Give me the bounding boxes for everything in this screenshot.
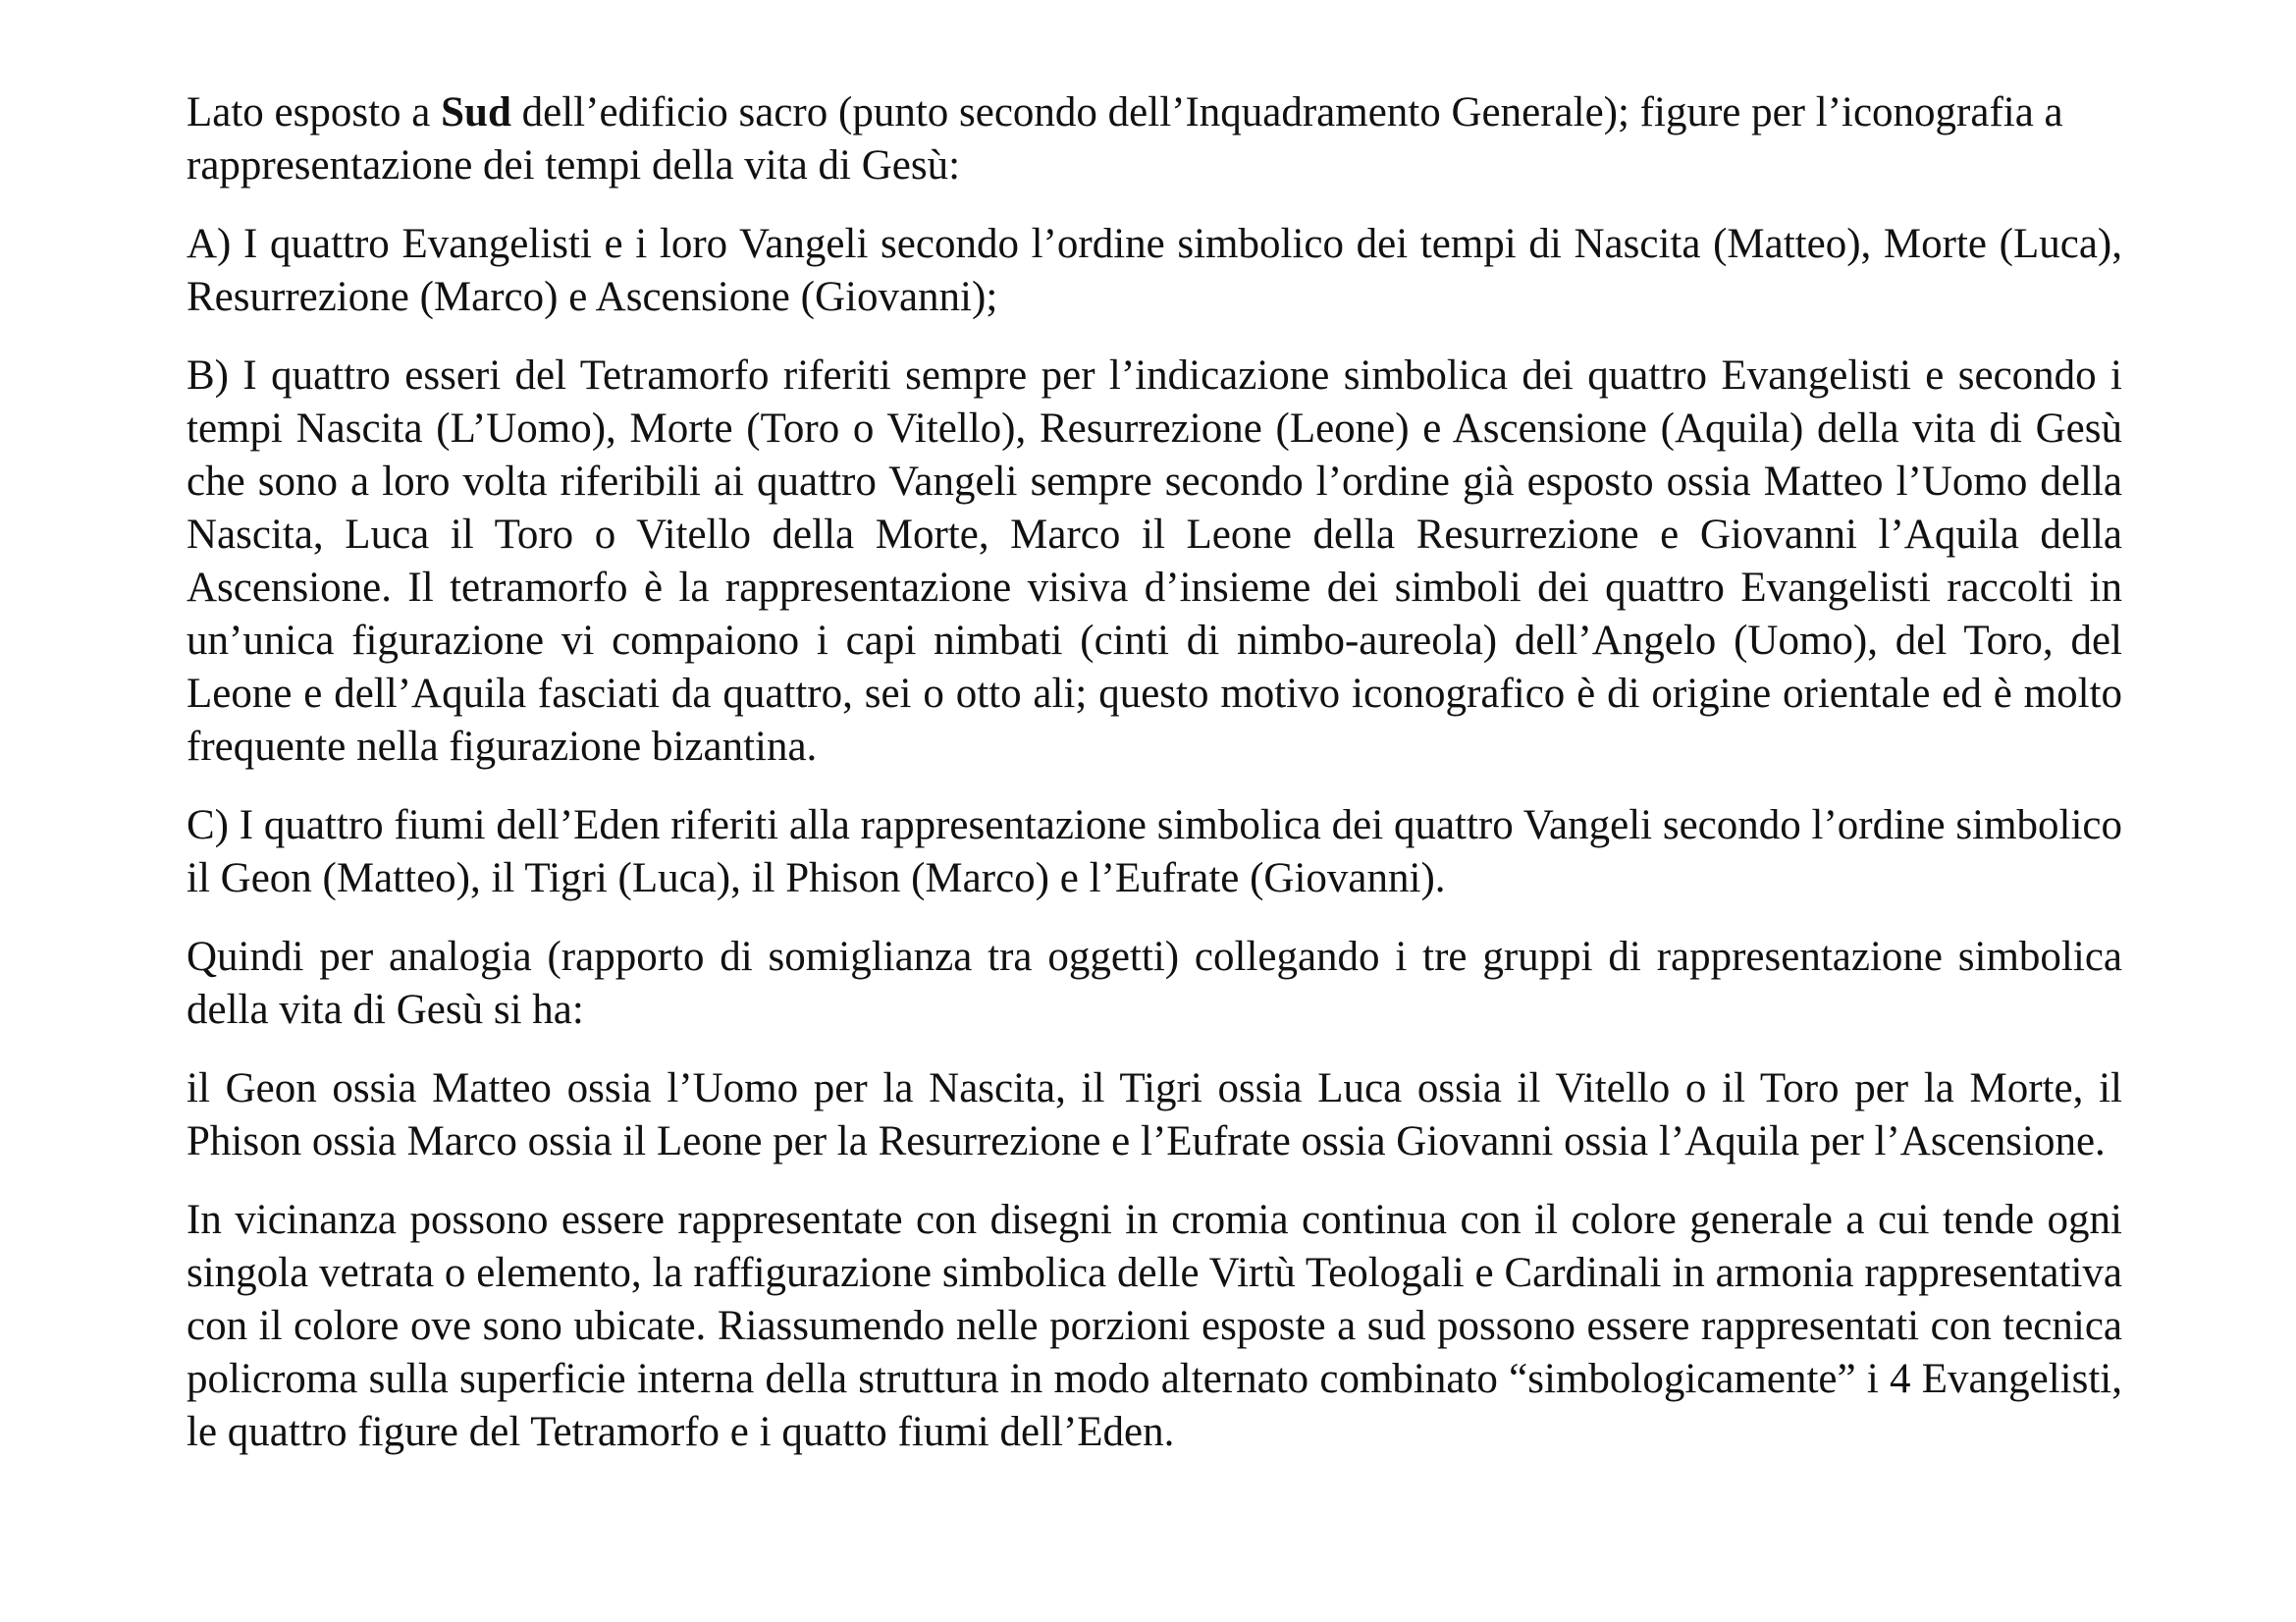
intro-bold-word: Sud: [441, 89, 511, 135]
document-page: [187, 86, 2122, 1485]
paragraph-a: A) I quattro Evangelisti e i loro Vangeli secondo l’ordine simbolico dei tempi di Nascita (Matteo), Morte (Luca), Resurrezione (Marco) e Ascensione (Giovanni);: [187, 221, 2122, 320]
paragraph-b: B) I quattro esseri del Tetramorfo riferiti sempre per l’indicazione simbolica dei quattro Evangelisti e secondo i tempi Nascita (L’Uomo), Morte (Toro o Vitello), Resurrezione (Leone) e Ascensione (Aquila) della vita di Gesù che sono a loro volta riferibili ai quattro Vangeli sempre secondo l’ordine già esposto ossia Matteo l’Uomo della Nascita, Luca il Toro o Vitello della Morte, Marco il Leone della Resurrezione e Giovanni l’Aquila della Ascensione. Il tetramorfo è la rappresentazione visiva d’insieme dei simboli dei quattro Evangelisti raccolti in un’unica figurazione vi compaiono i capi nimbati (cinti di nimbo-aureola) dell’Angelo (Uomo), del Toro, del Leone e dell’Aquila fasciati da quattro, sei o otto ali; questo motivo iconografico è di origine orientale ed è molto frequente nella figurazione bizantina.: [187, 352, 2122, 770]
paragraph-c: C) I quattro fiumi dell’Eden riferiti alla rappresentazione simbolica dei quattro Vangeli secondo l’ordine simbolico il Geon (Matteo), il Tigri (Luca), il Phison (Marco) e l’Eufrate (Giovanni).: [187, 802, 2122, 901]
intro-text-start: Lato esposto a: [187, 89, 442, 135]
intro-paragraph: [187, 86, 2122, 192]
paragraph-quindi: Quindi per analogia (rapporto di somiglianza tra oggetti) collegando i tre gruppi di rappresentazione simbolica della vita di Gesù si ha:: [187, 934, 2122, 1033]
intro-text-end: dell’edificio sacro (punto secondo dell’Inquadramento Generale); figure per l’iconografia a rappresentazione dei tempi della vita di Gesù:: [187, 89, 2063, 189]
paragraph-geon: il Geon ossia Matteo ossia l’Uomo per la Nascita, il Tigri ossia Luca ossia il Vitello o il Toro per la Morte, il Phison ossia Marco ossia il Leone per la Resurrezione e l’Eufrate ossia Giovanni ossia l’Aquila per l’Ascensione.: [187, 1065, 2122, 1164]
paragraph-vicinanza: In vicinanza possono essere rappresentate con disegni in cromia continua con il colore generale a cui tende ogni singola vetrata o elemento, la raffigurazione simbolica delle Virtù Teologali e Cardinali in armonia rappresentativa con il colore ove sono ubicate. Riassumendo nelle porzioni esposte a sud possono essere rappresentati con tecnica policroma sulla superficie interna della struttura in modo alternato combinato “simbologicamente” i 4 Evangelisti, le quattro figure del Tetramorfo e i quatto fiumi dell’Eden.: [187, 1197, 2122, 1455]
